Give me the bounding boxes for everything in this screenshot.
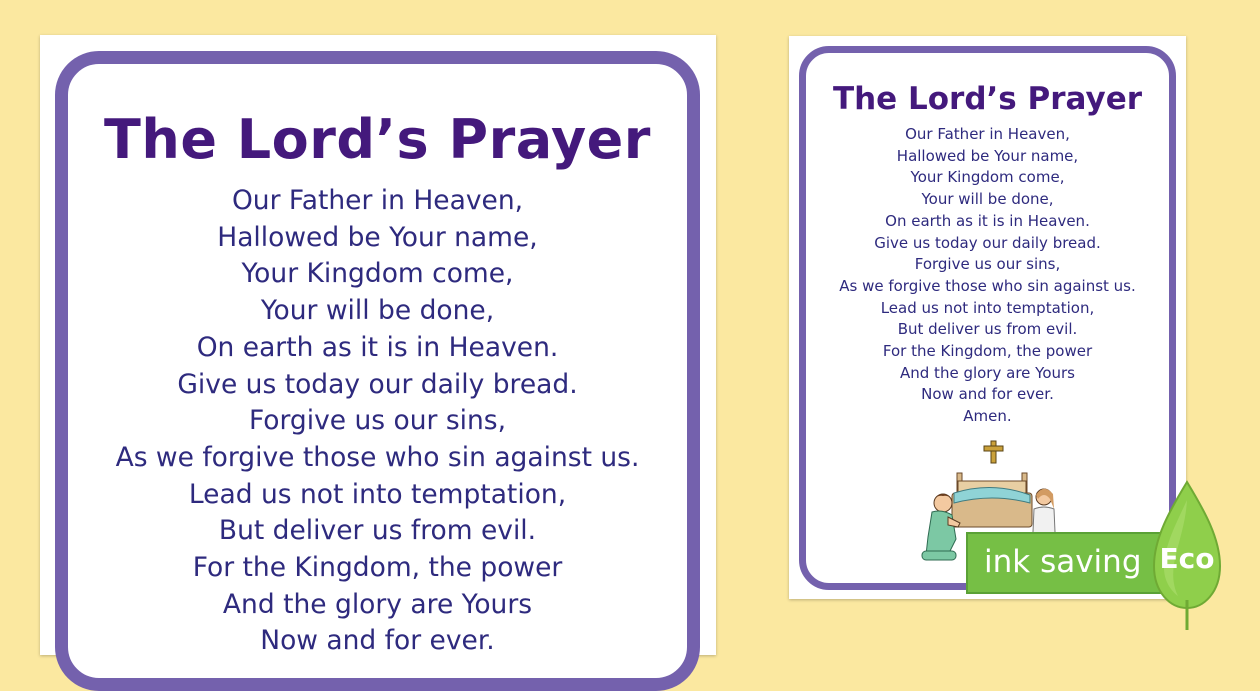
prayer-line: Your will be done,: [921, 190, 1054, 209]
prayer-line: Amen.: [963, 407, 1012, 426]
poster-frame: [55, 51, 700, 691]
ink-saving-banner: [966, 532, 1166, 594]
prayer-line: But deliver us from evil.: [218, 515, 537, 547]
prayer-line: But deliver us from evil.: [897, 320, 1078, 339]
prayer-line: As we forgive those who sin against us.: [115, 441, 640, 473]
prayer-line: Lead us not into temptation,: [880, 298, 1095, 317]
eco-ink-saving-badge: [966, 480, 1260, 630]
prayer-line: For the Kingdom, the power: [192, 552, 563, 584]
prayer-line: Hallowed be Your name,: [896, 146, 1079, 165]
prayer-line: Your Kingdom come,: [241, 258, 514, 290]
prayer-line: Forgive us our sins,: [914, 255, 1061, 274]
ink-saving-label: ink saving: [984, 544, 1142, 580]
poster-title: The Lord’s Prayer: [104, 108, 651, 171]
prayer-line: Hallowed be Your name,: [217, 221, 538, 253]
eco-label: Eco: [1159, 542, 1215, 575]
prayer-line: Now and for ever.: [260, 625, 495, 657]
prayer-line: Your will be done,: [260, 295, 495, 327]
prayer-line: Give us today our daily bread.: [177, 368, 578, 400]
prayer-line: As we forgive those who sin against us.: [839, 276, 1136, 295]
prayer-line: Give us today our daily bread.: [874, 233, 1101, 252]
prayer-line: Our Father in Heaven,: [905, 125, 1070, 143]
prayer-line: Now and for ever.: [921, 385, 1054, 404]
prayer-line: On earth as it is in Heaven.: [885, 211, 1090, 230]
prayer-line: On earth as it is in Heaven.: [196, 331, 559, 363]
prayer-line: For the Kingdom, the power: [882, 342, 1093, 361]
prayer-lines: [806, 124, 1169, 428]
cross-icon: [984, 441, 1003, 463]
prayer-line: Lead us not into temptation,: [188, 478, 567, 510]
prayer-line: Our Father in Heaven,: [231, 185, 524, 216]
poster-title: The Lord’s Prayer: [832, 81, 1143, 117]
poster-preview-large: [40, 35, 716, 655]
prayer-lines: [68, 183, 687, 660]
prayer-line: And the glory are Yours: [222, 588, 533, 620]
prayer-line: Forgive us our sins,: [248, 405, 507, 437]
prayer-line: And the glory are Yours: [900, 363, 1075, 382]
prayer-line: Your Kingdom come,: [910, 168, 1065, 187]
